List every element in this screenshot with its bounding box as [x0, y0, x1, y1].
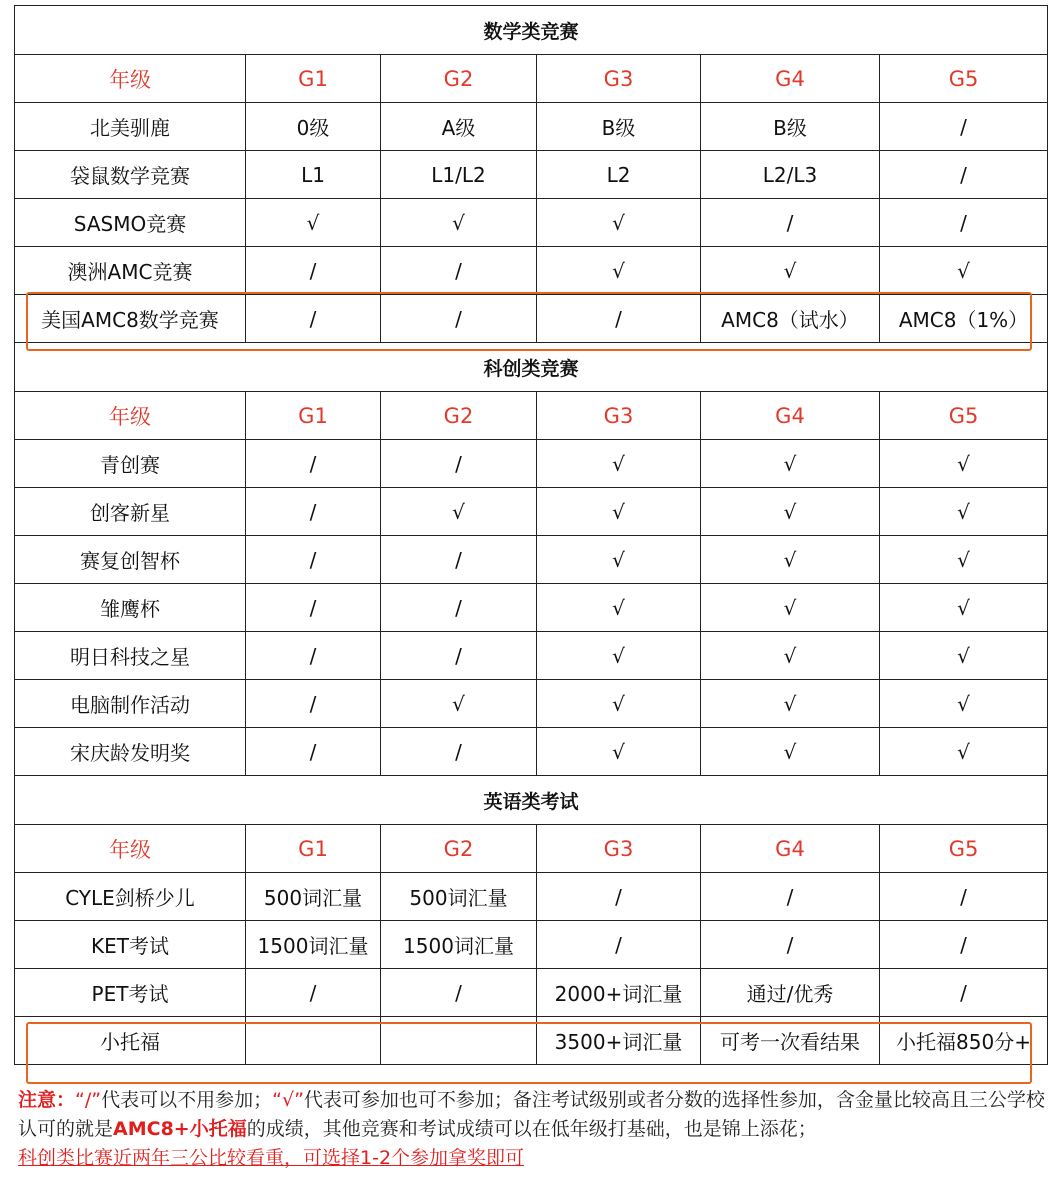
grade-value-cell: / [880, 873, 1048, 921]
note-slash-symbol: “/” [75, 1089, 102, 1111]
grade-value-cell: √ [701, 584, 880, 632]
grade-value-cell: / [381, 728, 537, 776]
grade-value-cell: / [381, 584, 537, 632]
section-title: 英语类考试 [15, 776, 1048, 825]
competition-name-cell: 宋庆龄发明奖 [15, 728, 246, 776]
competition-name-cell: 美国AMC8数学竞赛 [15, 295, 246, 343]
table-row [15, 632, 1048, 680]
grade-header-cell: G2 [381, 55, 537, 103]
note-text-3: 的成绩，其他竞赛和考试成绩可以在低年级打基础，也是锦上添花； [246, 1118, 817, 1140]
table-row [15, 199, 1048, 247]
table-row [15, 969, 1048, 1017]
grade-value-cell: √ [880, 488, 1048, 536]
grade-value-cell: / [246, 247, 381, 295]
grade-value-cell: √ [701, 728, 880, 776]
grade-value-cell: / [381, 969, 537, 1017]
grade-value-cell: / [880, 199, 1048, 247]
grade-value-cell: √ [880, 440, 1048, 488]
grade-value-cell: A级 [381, 103, 537, 151]
grade-value-cell: 1500词汇量 [381, 921, 537, 969]
grade-value-cell: / [246, 632, 381, 680]
grade-value-cell: √ [537, 199, 701, 247]
competition-name-cell: 北美驯鹿 [15, 103, 246, 151]
grade-value-cell: 0级 [246, 103, 381, 151]
grade-header-cell: G5 [880, 825, 1048, 873]
competition-name-cell: 赛复创智杯 [15, 536, 246, 584]
grade-header-cell: G4 [701, 55, 880, 103]
grade-header-cell: G3 [537, 825, 701, 873]
grade-value-cell: √ [537, 488, 701, 536]
grade-value-cell: 3500+词汇量 [537, 1017, 701, 1065]
grade-value-cell [381, 1017, 537, 1065]
grade-value-cell: 小托福850分+ [880, 1017, 1048, 1065]
section-title-row [15, 343, 1048, 392]
grade-header-cell: G1 [246, 392, 381, 440]
competition-table [14, 5, 1048, 1065]
grade-value-cell: √ [880, 632, 1048, 680]
grade-header-cell: G1 [246, 55, 381, 103]
grade-value-cell: / [880, 921, 1048, 969]
grade-value-cell: B级 [701, 103, 880, 151]
grade-value-cell: √ [701, 247, 880, 295]
grade-header-row [15, 825, 1048, 873]
grade-value-cell: / [246, 536, 381, 584]
grade-value-cell: √ [701, 536, 880, 584]
grade-value-cell: √ [537, 584, 701, 632]
table-row [15, 488, 1048, 536]
section-title-row [15, 6, 1048, 55]
grade-value-cell: / [381, 632, 537, 680]
grade-value-cell: L1 [246, 151, 381, 199]
grade-value-cell: √ [880, 680, 1048, 728]
grade-value-cell: L2 [537, 151, 701, 199]
grade-header-label: 年级 [15, 392, 246, 440]
grade-value-cell: / [701, 873, 880, 921]
grade-value-cell: / [537, 295, 701, 343]
grade-value-cell: √ [880, 536, 1048, 584]
grade-value-cell: √ [537, 728, 701, 776]
competition-name-cell: 电脑制作活动 [15, 680, 246, 728]
table-row [15, 728, 1048, 776]
grade-header-cell: G4 [701, 392, 880, 440]
grade-value-cell: √ [246, 199, 381, 247]
grade-value-cell: 可考一次看结果 [701, 1017, 880, 1065]
grade-value-cell: / [381, 295, 537, 343]
table-row [15, 151, 1048, 199]
grade-value-cell: / [381, 247, 537, 295]
competition-name-cell: 袋鼠数学竞赛 [15, 151, 246, 199]
table-row [15, 440, 1048, 488]
grade-value-cell: 1500词汇量 [246, 921, 381, 969]
grade-value-cell: / [246, 728, 381, 776]
competition-name-cell: 明日科技之星 [15, 632, 246, 680]
competition-name-cell: PET考试 [15, 969, 246, 1017]
table-row [15, 680, 1048, 728]
table-row [15, 584, 1048, 632]
grade-value-cell: √ [381, 199, 537, 247]
grade-value-cell: √ [537, 247, 701, 295]
table-row [15, 247, 1048, 295]
grade-value-cell: √ [701, 488, 880, 536]
table-row [15, 536, 1048, 584]
grade-value-cell: / [701, 199, 880, 247]
grade-value-cell: / [246, 584, 381, 632]
grade-value-cell: / [537, 921, 701, 969]
grade-value-cell: / [537, 873, 701, 921]
grade-value-cell: √ [701, 632, 880, 680]
grade-header-row [15, 55, 1048, 103]
grade-value-cell: √ [537, 680, 701, 728]
grade-header-cell: G3 [537, 55, 701, 103]
grade-header-cell: G2 [381, 825, 537, 873]
grade-value-cell: / [381, 536, 537, 584]
grade-value-cell: / [246, 488, 381, 536]
competition-name-cell: KET考试 [15, 921, 246, 969]
note-text-2: 代表可参加也可不参加；备注考试级别或者分数的选择性参加，含金量比较高且三公学校认可的就是 [18, 1089, 1045, 1140]
grade-value-cell: √ [381, 680, 537, 728]
grade-value-cell: √ [381, 488, 537, 536]
competition-name-cell: 雏鹰杯 [15, 584, 246, 632]
table-row [15, 1017, 1048, 1065]
grade-value-cell: / [880, 969, 1048, 1017]
competition-name-cell: 小托福 [15, 1017, 246, 1065]
grade-value-cell: / [246, 969, 381, 1017]
competition-name-cell: SASMO竞赛 [15, 199, 246, 247]
grade-value-cell: / [880, 103, 1048, 151]
grade-header-row [15, 392, 1048, 440]
grade-value-cell: 通过/优秀 [701, 969, 880, 1017]
grade-value-cell: / [246, 295, 381, 343]
grade-value-cell: / [880, 151, 1048, 199]
grade-value-cell: 500词汇量 [381, 873, 537, 921]
grade-value-cell: √ [880, 584, 1048, 632]
grade-value-cell: √ [537, 440, 701, 488]
section-title: 科创类竞赛 [15, 343, 1048, 392]
grade-value-cell: / [701, 921, 880, 969]
note-label: 注意： [18, 1089, 76, 1111]
section-title: 数学类竞赛 [15, 6, 1048, 55]
competition-name-cell: 青创赛 [15, 440, 246, 488]
note-check-symbol: “√” [272, 1089, 304, 1111]
grade-value-cell: L2/L3 [701, 151, 880, 199]
grade-header-cell: G1 [246, 825, 381, 873]
competition-name-cell: 澳洲AMC竞赛 [15, 247, 246, 295]
section-title-row [15, 776, 1048, 825]
grade-value-cell: / [246, 440, 381, 488]
grade-value-cell: L1/L2 [381, 151, 537, 199]
grade-header-cell: G5 [880, 55, 1048, 103]
grade-value-cell: √ [880, 728, 1048, 776]
competition-name-cell: 创客新星 [15, 488, 246, 536]
grade-value-cell: √ [701, 440, 880, 488]
grade-header-cell: G2 [381, 392, 537, 440]
table-row [15, 873, 1048, 921]
grade-header-label: 年级 [15, 55, 246, 103]
table-row [15, 103, 1048, 151]
grade-value-cell: √ [537, 632, 701, 680]
note-key-exams: AMC8+小托福 [113, 1118, 247, 1140]
grade-value-cell: 2000+词汇量 [537, 969, 701, 1017]
note-paragraph [18, 1086, 1048, 1173]
grade-header-label: 年级 [15, 825, 246, 873]
grade-value-cell: 500词汇量 [246, 873, 381, 921]
grade-value-cell: AMC8（试水） [701, 295, 880, 343]
grade-header-cell: G5 [880, 392, 1048, 440]
grade-value-cell: √ [537, 536, 701, 584]
competition-table-frame [14, 5, 1047, 1181]
grade-value-cell: / [246, 680, 381, 728]
grade-value-cell: √ [880, 247, 1048, 295]
grade-header-cell: G4 [701, 825, 880, 873]
grade-value-cell: / [381, 440, 537, 488]
grade-header-cell: G3 [537, 392, 701, 440]
table-row [15, 295, 1048, 343]
note-text-1: 代表可以不用参加； [101, 1089, 273, 1111]
table-row [15, 921, 1048, 969]
competition-name-cell: CYLE剑桥少儿 [15, 873, 246, 921]
grade-value-cell: AMC8（1%） [880, 295, 1048, 343]
grade-value-cell [246, 1017, 381, 1065]
grade-value-cell: B级 [537, 103, 701, 151]
grade-value-cell: √ [701, 680, 880, 728]
note-tech-advice: 科创类比赛近两年三公比较看重，可选择1-2个参加拿奖即可 [18, 1147, 525, 1169]
